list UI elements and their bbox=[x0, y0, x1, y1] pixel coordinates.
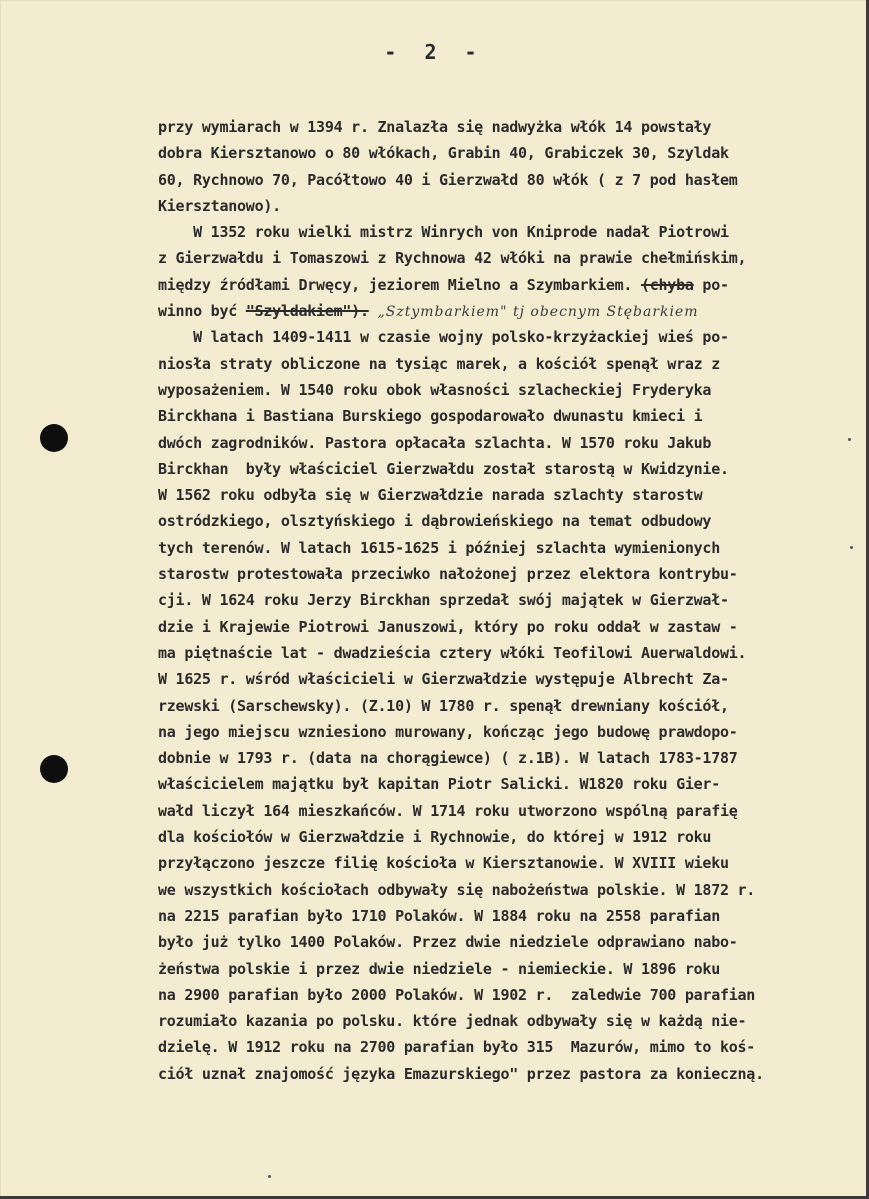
text-line: na jego miejscu wzniesiono murowany, kończąc jego budowę prawdopo- bbox=[158, 722, 738, 741]
text-line: przyłączono jeszcze filię kościoła w Kiersztanowie. W XVIII wieku bbox=[158, 854, 729, 873]
text-line-with-strike bbox=[158, 272, 868, 298]
speck-mark bbox=[268, 1175, 271, 1178]
text-line: na 2900 parafian było 2000 Polaków. W 1902 r. zaledwie 700 parafian bbox=[158, 985, 756, 1004]
text-line: tych terenów. W latach 1615-1625 i później szlachta wymienionych bbox=[158, 538, 720, 557]
text-line: rozumiało kazania po polsku. które jednak odbywały się w każdą nie- bbox=[158, 1012, 747, 1031]
text-line: dzielę. W 1912 roku na 2700 parafian było 315 Mazurów, mimo to koś- bbox=[158, 1038, 756, 1057]
text-line: ostródzkiego, olsztyńskiego i dąbrowieńskiego na temat odbudowy bbox=[158, 512, 712, 531]
text-line: we wszystkich kościołach odbywały się nabożeństwa polskie. W 1872 r. bbox=[158, 880, 756, 899]
text-line: niosła straty obliczone na tysiąc marek, a kościół spenął wraz z bbox=[158, 354, 720, 373]
text-line: dla kościołów w Gierzwałdzie i Rychnowie, do której w 1912 roku bbox=[158, 828, 712, 847]
text-line: właścicielem majątku był kapitan Piotr Salicki. W1820 roku Gier- bbox=[158, 775, 720, 794]
text-line: 60, Rychnowo 70, Pacółtowo 40 i Gierzwałd 80 włók ( z 7 pod hasłem bbox=[158, 170, 738, 189]
handwritten-correction: „Sztymbarkiem" tj obecnym Stębarkiem bbox=[377, 304, 699, 321]
text-line: z Gierzwałdu i Tomaszowi z Rychnowa 42 włóki na prawie chełmińskim, bbox=[158, 249, 747, 268]
text-line-with-correction bbox=[158, 298, 868, 324]
text-line: W latach 1409-1411 w czasie wojny polsko-krzyżackiej wieś po- bbox=[158, 328, 729, 347]
text-line-part: między źródłami Drwęcy, jeziorem Mielno a Szymbarkiem. bbox=[158, 275, 633, 294]
text-line: Kiersztanowo). bbox=[158, 196, 281, 215]
text-line: dobnie w 1793 r. (data na chorągiewce) ( z.1B). W latach 1783-1787 bbox=[158, 749, 738, 768]
struck-text: "Szyldakiem"). bbox=[245, 302, 369, 321]
text-line: ciół uznał znajomość języka Emazurskiego" przez pastora za konieczną. bbox=[158, 1064, 764, 1083]
page-number: - 2 - bbox=[384, 40, 485, 64]
text-line-part: po- bbox=[693, 275, 729, 294]
text-line: W 1562 roku odbyła się w Gierzwałdzie narada szlachty starostw bbox=[158, 486, 703, 505]
punch-hole-top bbox=[40, 424, 68, 452]
typed-body-text bbox=[158, 114, 868, 1087]
text-line: wałd liczył 164 mieszkańców. W 1714 roku utworzono wspólną parafię bbox=[158, 801, 738, 820]
punch-hole-bottom bbox=[40, 755, 68, 783]
text-line: cji. W 1624 roku Jerzy Birckhan sprzedał swój majątek w Gierzwał- bbox=[158, 591, 729, 610]
text-line: na 2215 parafian było 1710 Polaków. W 1884 roku na 2558 parafian bbox=[158, 906, 720, 925]
text-line: dzie i Krajewie Piotrowi Januszowi, który po roku oddał w zastaw - bbox=[158, 617, 738, 636]
text-line: wyposażeniem. W 1540 roku obok własności szlacheckiej Fryderyka bbox=[158, 380, 712, 399]
text-line: dwóch zagrodników. Pastora opłacała szlachta. W 1570 roku Jakub bbox=[158, 433, 712, 452]
text-line: ma piętnaście lat - dwadzieścia cztery włóki Teofilowi Auerwaldowi. bbox=[158, 643, 747, 662]
text-line: W 1625 r. wśród właścicieli w Gierzwałdzie występuje Albrecht Za- bbox=[158, 670, 729, 689]
text-line: rzewski (Sarschewsky). (Z.10) W 1780 r. spenął drewniany kościół, bbox=[158, 696, 729, 715]
text-line: było już tylko 1400 Polaków. Przez dwie niedziele odprawiano nabo- bbox=[158, 933, 738, 952]
text-line: dobra Kiersztanowo o 80 włókach, Grabin 40, Grabiczek 30, Szyldak bbox=[158, 144, 729, 163]
struck-text: (chyba bbox=[640, 275, 694, 294]
text-line: przy wymiarach w 1394 r. Znalazła się nadwyżka włók 14 powstały bbox=[158, 118, 712, 136]
text-line-part: winno być bbox=[158, 302, 238, 321]
text-line: żeństwa polskie i przez dwie niedziele - niemieckie. W 1896 roku bbox=[158, 959, 720, 978]
text-line: Birckhan były właściciel Gierzwałdu został starostą w Kwidzynie. bbox=[158, 459, 729, 478]
text-line: starostw protestowała przeciwko nałożonej przez elektora kontrybu- bbox=[158, 565, 738, 584]
text-line: W 1352 roku wielki mistrz Winrych von Kniprode nadał Piotrowi bbox=[158, 223, 729, 242]
text-line: Birckhana i Bastiana Burskiego gospodarowało dwunastu kmieci i bbox=[158, 407, 703, 426]
